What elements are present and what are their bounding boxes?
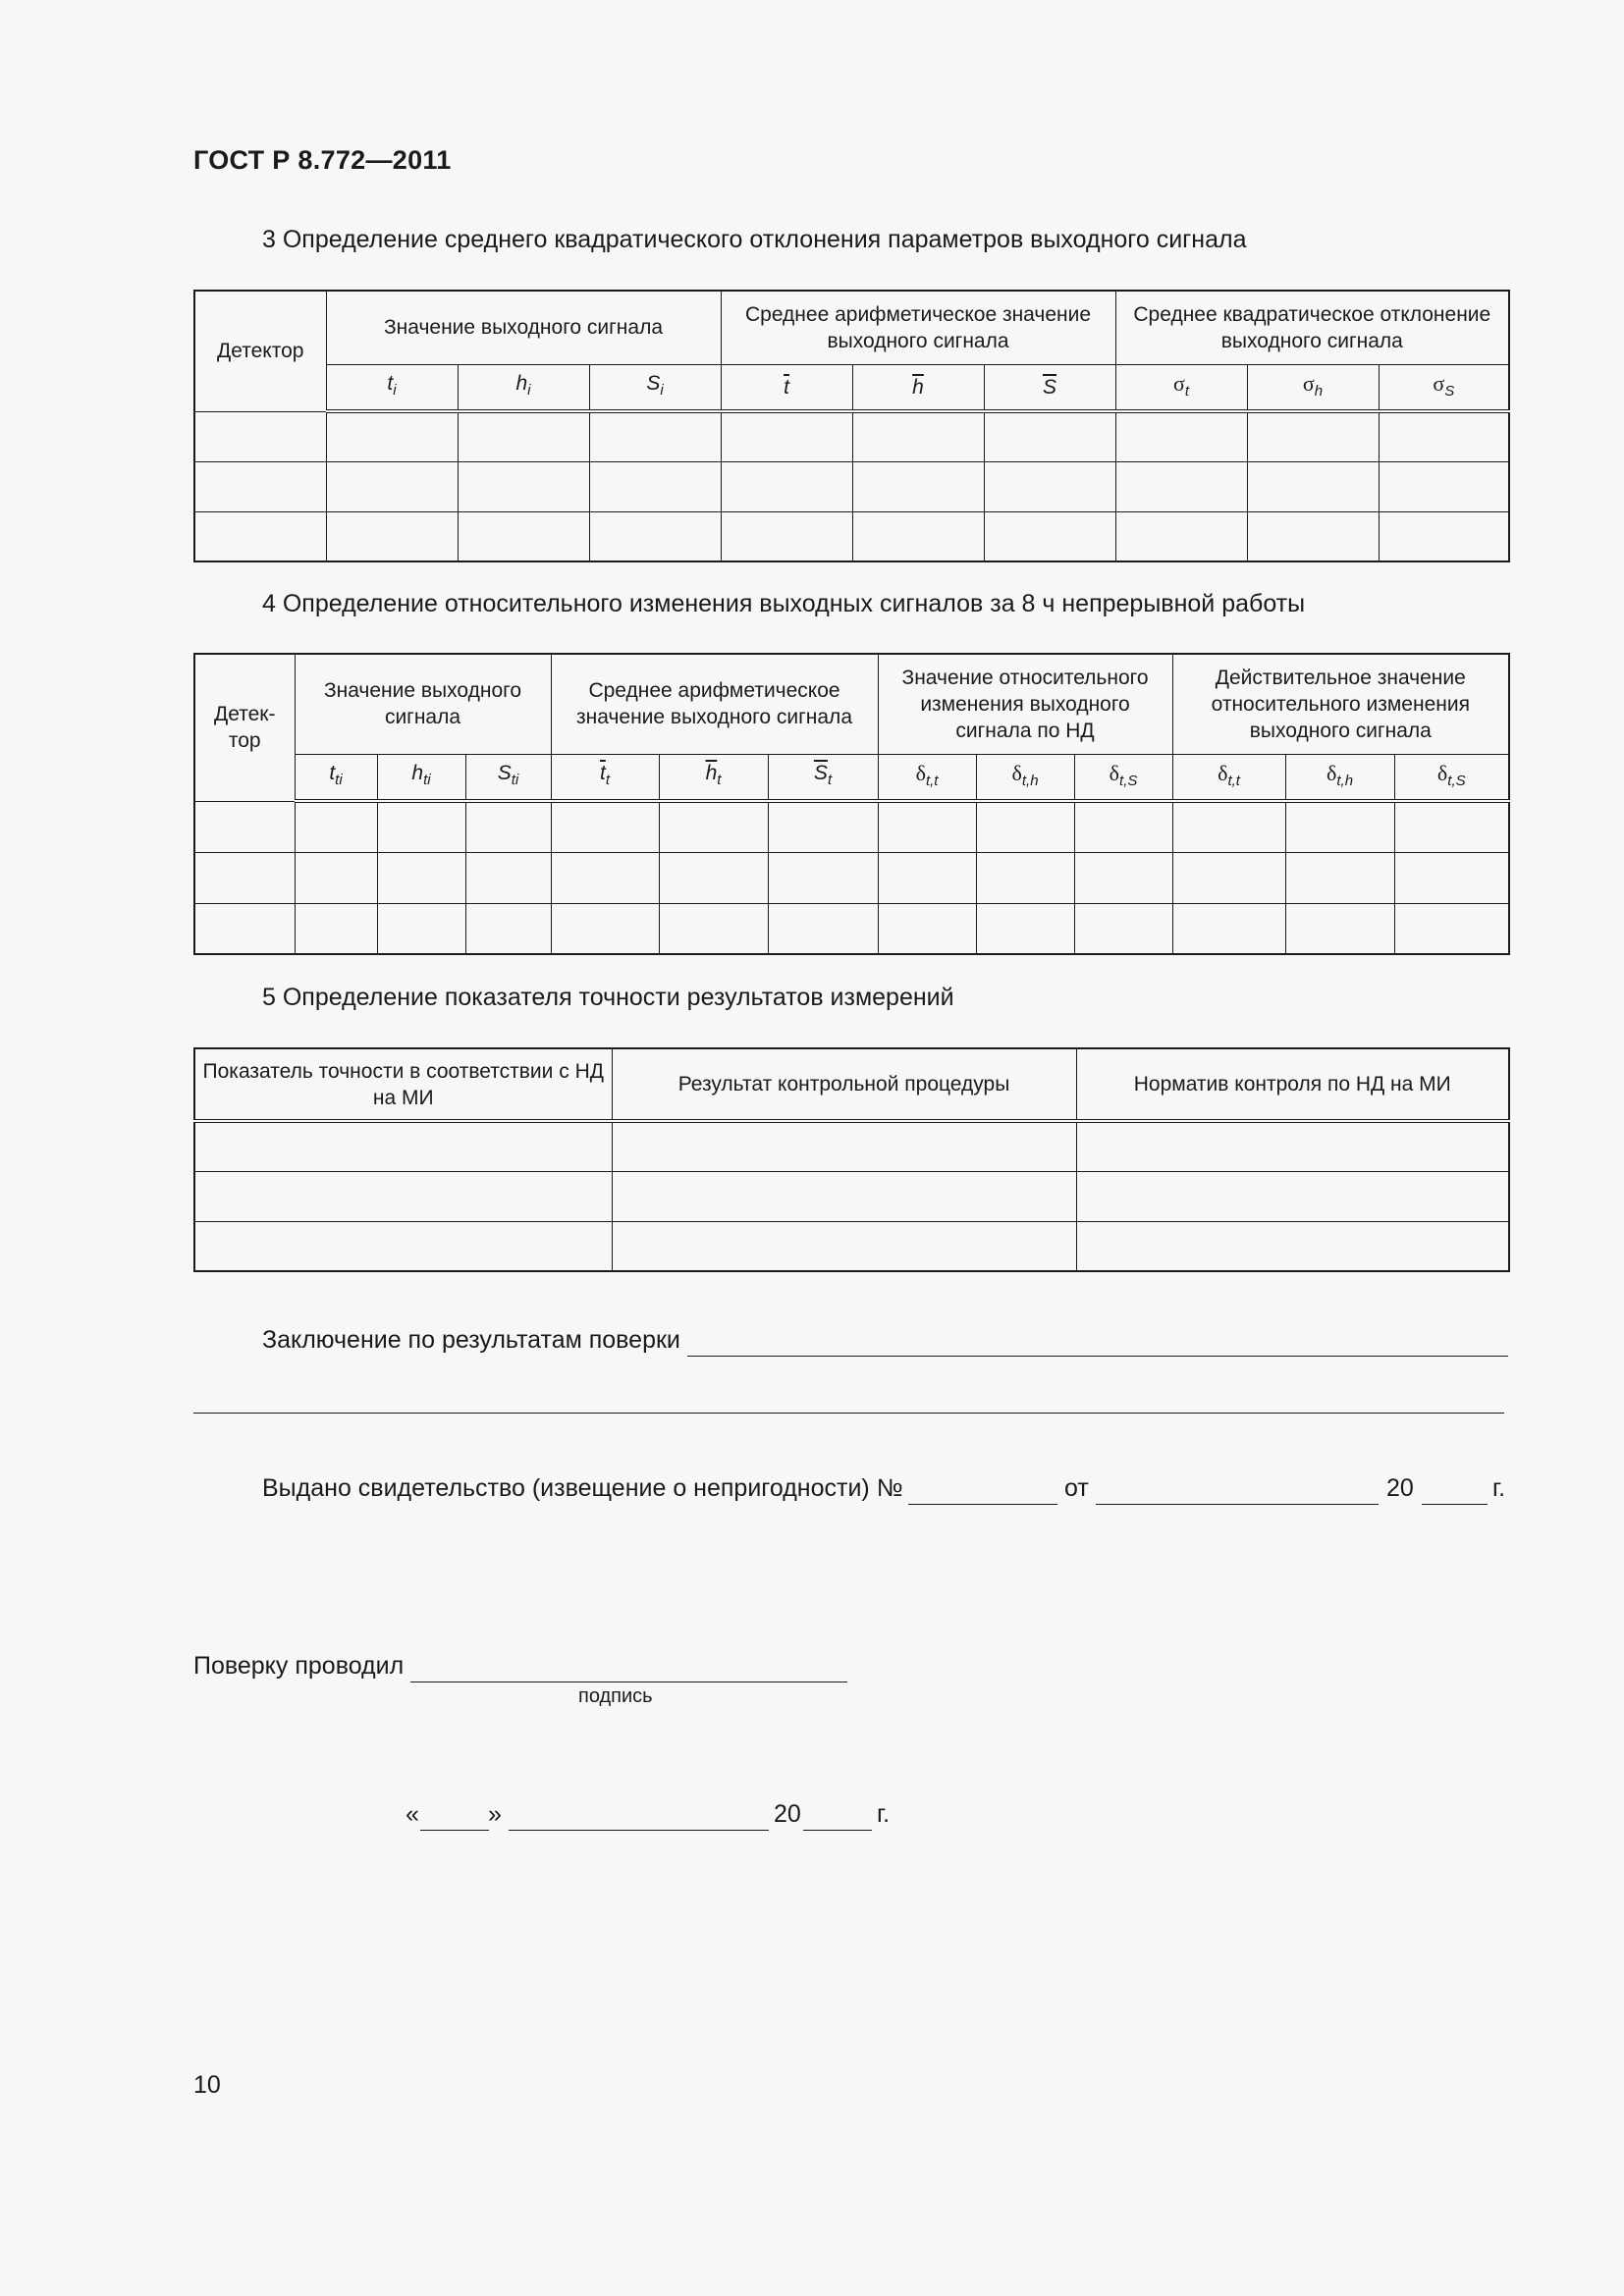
col-h-mean-t: $\overline{h}_t$ xyxy=(659,754,768,801)
col-s-mean: $\overline{S}$ xyxy=(984,364,1115,411)
col-sigma-s: $\sigma_S$ xyxy=(1379,364,1509,411)
col-sigma-h: $\sigma_h$ xyxy=(1247,364,1379,411)
col-delta-tt-actual: $\delta_{t,t}$ xyxy=(1172,754,1285,801)
col-t-ti: $t_{ti}$ xyxy=(295,754,377,801)
header-detector: Детектор xyxy=(194,291,326,411)
col-h-ti: $h_{ti}$ xyxy=(377,754,465,801)
header-actual-relative-change: Действительное значение относительного изменения выходного сигнала xyxy=(1172,654,1509,754)
col-t-mean: $\overline{t}$ xyxy=(721,364,852,411)
conclusion-field-line-1[interactable] xyxy=(687,1330,1508,1357)
certificate-date-field[interactable] xyxy=(1096,1478,1379,1505)
page-number: 10 xyxy=(193,2071,221,2099)
header-std-deviation: Среднее квадратическое отклонение выходного сигнала xyxy=(1115,291,1509,364)
col-delta-ts-actual: $\delta_{t,S}$ xyxy=(1394,754,1509,801)
col-s-i: $S_i$ xyxy=(589,364,721,411)
table-relative-change xyxy=(193,653,1510,955)
col-delta-ts-nd: $\delta_{t,S}$ xyxy=(1074,754,1172,801)
conclusion-field-line-2[interactable] xyxy=(193,1387,1504,1414)
col-s-mean-t: $\overline{S}_t$ xyxy=(768,754,878,801)
table-row xyxy=(194,903,1509,954)
signature-caption: подпись xyxy=(578,1685,653,1707)
col-h-i: $h_i$ xyxy=(458,364,589,411)
header-accuracy-indicator: Показатель точности в соответствии с НД на МИ xyxy=(194,1048,612,1121)
col-s-ti: $S_{ti}$ xyxy=(465,754,551,801)
col-delta-tt-nd: $\delta_{t,t}$ xyxy=(878,754,976,801)
certificate-from-label: от xyxy=(1064,1474,1089,1502)
table-row xyxy=(194,461,1509,511)
certificate-year-field[interactable] xyxy=(1422,1478,1488,1505)
certificate-year-suffix: г. xyxy=(1492,1474,1506,1502)
verifier-label: Поверку проводил xyxy=(193,1652,405,1680)
col-delta-th-actual: $\delta_{t,h}$ xyxy=(1285,754,1394,801)
table-row xyxy=(194,1221,1509,1271)
table-row xyxy=(194,801,1509,852)
header-output-value: Значение выходного сигнала xyxy=(326,291,721,364)
table-row xyxy=(194,1121,1509,1171)
header-arith-mean: Среднее арифметическое значение выходного сигнала xyxy=(551,654,878,754)
section-5-title: 5 Определение показателя точности результатов измерений xyxy=(262,984,954,1011)
table-std-deviation xyxy=(193,290,1510,562)
certificate-number-field[interactable] xyxy=(908,1478,1057,1505)
col-t-i: $t_i$ xyxy=(326,364,458,411)
header-relative-change-nd: Значение относительного изменения выходного сигнала по НД xyxy=(878,654,1172,754)
table-row xyxy=(194,511,1509,561)
col-t-mean-t: $\overline{t}_t$ xyxy=(551,754,659,801)
table-accuracy xyxy=(193,1047,1510,1272)
section-4-title: 4 Определение относительного изменения выходных сигналов за 8 ч непрерывной работы xyxy=(262,590,1306,617)
table-row xyxy=(194,411,1509,461)
table-row xyxy=(194,1171,1509,1221)
certificate-year-prefix: 20 xyxy=(1386,1474,1414,1502)
col-sigma-t: $\sigma_t$ xyxy=(1115,364,1247,411)
date-year-field[interactable] xyxy=(803,1804,872,1831)
header-output-value: Значение выходного сигнала xyxy=(295,654,551,754)
section-3-title: 3 Определение среднего квадратического отклонения параметров выходного сигнала xyxy=(262,226,1247,253)
date-month-field[interactable] xyxy=(509,1804,769,1831)
date-quote-open: « xyxy=(406,1800,419,1828)
certificate-label: Выдано свидетельство (извещение о непригодности) № xyxy=(262,1474,903,1502)
header-control-result: Результат контрольной процедуры xyxy=(612,1048,1076,1121)
header-arith-mean: Среднее арифметическое значение выходного сигнала xyxy=(721,291,1115,364)
document-code: ГОСТ Р 8.772—2011 xyxy=(193,145,452,175)
date-day-field[interactable] xyxy=(420,1804,489,1831)
col-h-mean: $\overline{h}$ xyxy=(852,364,984,411)
signature-field[interactable] xyxy=(410,1656,847,1682)
col-delta-th-nd: $\delta_{t,h}$ xyxy=(976,754,1074,801)
header-control-standard: Норматив контроля по НД на МИ xyxy=(1076,1048,1509,1121)
header-detector: Детек-тор xyxy=(194,654,295,801)
date-year-prefix: 20 xyxy=(774,1800,801,1828)
date-year-suffix: г. xyxy=(877,1800,891,1828)
conclusion-label: Заключение по результатам поверки xyxy=(262,1326,680,1354)
table-row xyxy=(194,852,1509,903)
date-quote-close: » xyxy=(488,1800,502,1828)
